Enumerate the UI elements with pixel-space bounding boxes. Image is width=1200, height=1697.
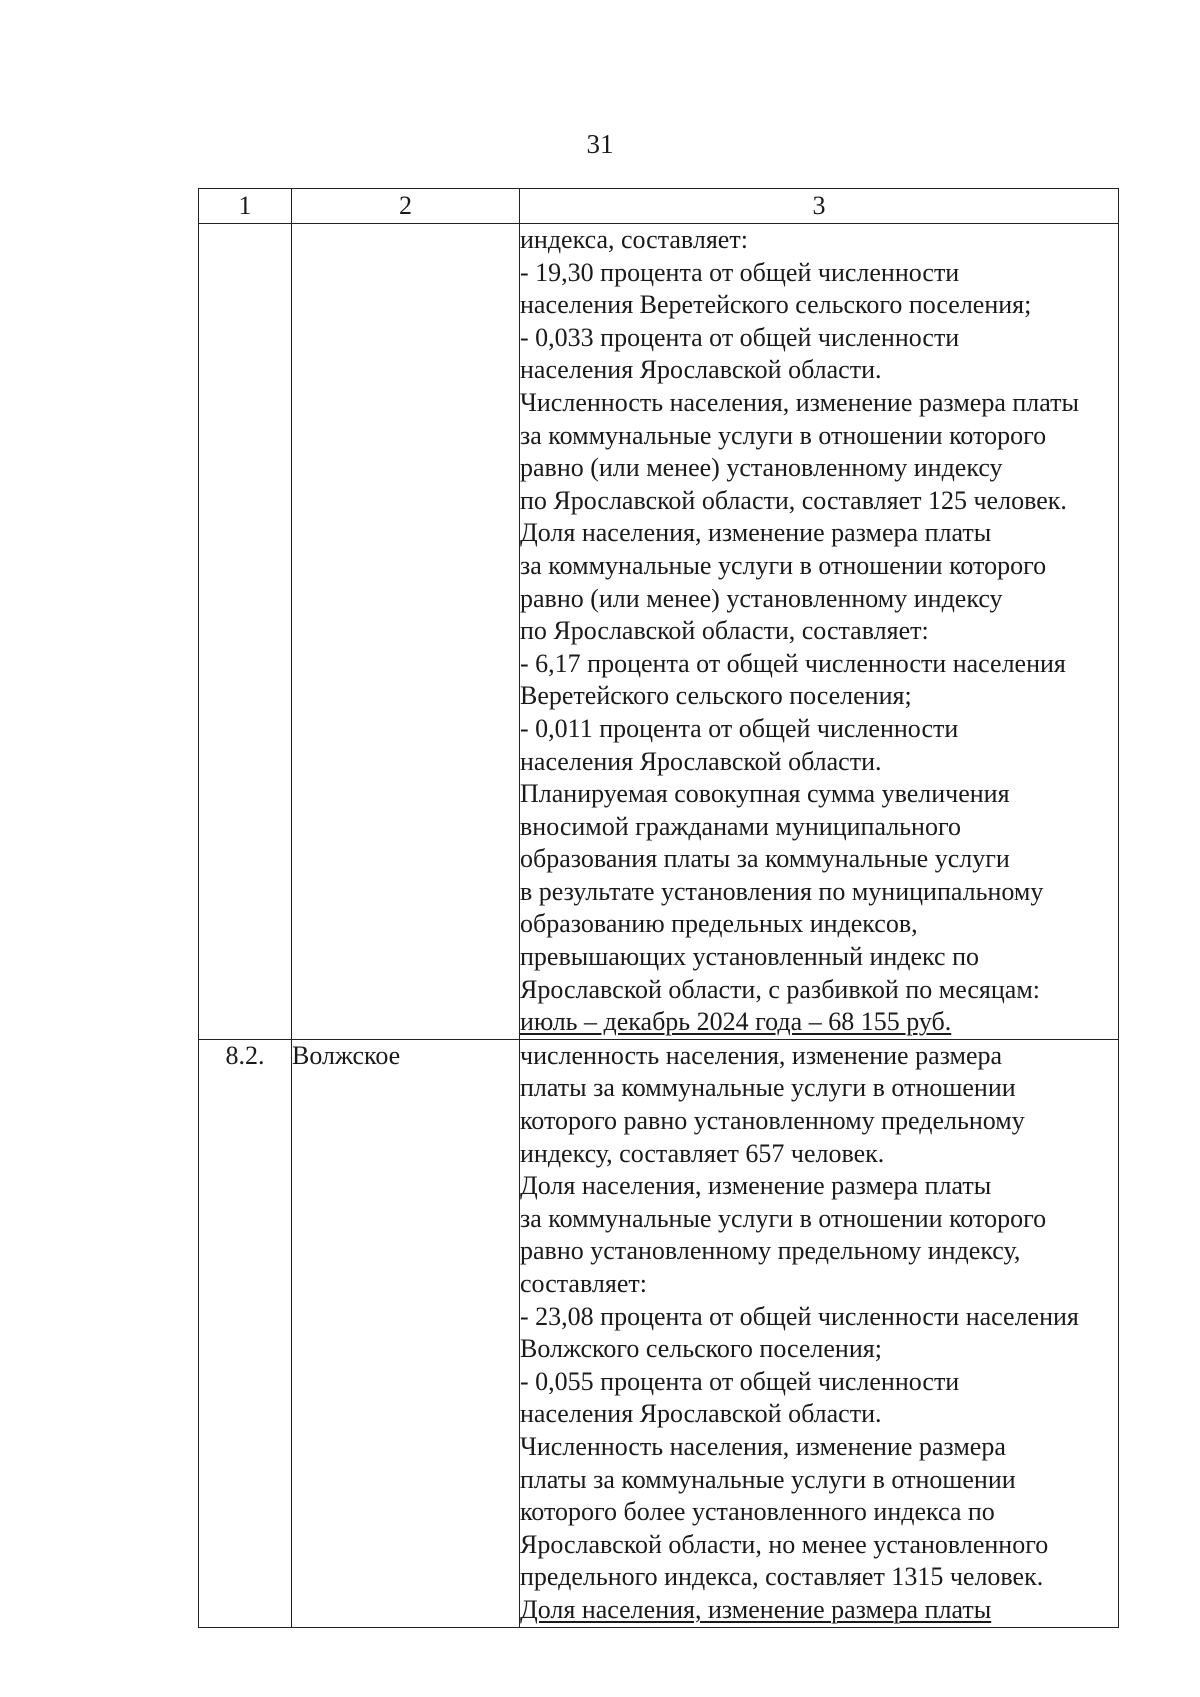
- description-line: за коммунальные услуги в отношении которого: [520, 420, 1047, 450]
- description-line: за коммунальные услуги в отношении которого: [520, 550, 1047, 580]
- description-line: равно (или менее) установленному индексу: [520, 453, 1003, 483]
- description-line: - 19,30 процента от общей численности: [520, 257, 960, 287]
- table-row: [199, 1039, 1119, 1627]
- description-line: населения Ярославской области.: [520, 1399, 882, 1429]
- description-line: - 0,055 процента от общей численности: [520, 1366, 960, 1396]
- document-table: [198, 188, 1119, 1628]
- description-line: вносимой гражданами муниципального: [520, 811, 961, 841]
- description-line: предельного индекса, составляет 1315 человек.: [520, 1562, 1044, 1592]
- description-line: которого более установленного индекса по: [520, 1497, 995, 1527]
- settlement-name-cell: Волжское: [292, 1039, 520, 1627]
- description-line: Численность населения, изменение размера: [520, 1431, 1006, 1461]
- description-line: - 6,17 процента от общей численности населения: [520, 648, 1066, 678]
- description-line: которого равно установленному предельному: [520, 1106, 1025, 1136]
- table-row: [199, 224, 1119, 1040]
- description-line: в результате установления по муниципальному: [520, 876, 1044, 906]
- description-line: равно (или менее) установленному индексу: [520, 583, 1003, 613]
- description-line: образования платы за коммунальные услуги: [520, 844, 1010, 874]
- description-line: равно установленному предельному индексу,: [520, 1236, 1021, 1266]
- description-line: Волжского сельского поселения;: [520, 1334, 882, 1364]
- description-line: населения Ярославской области.: [520, 355, 882, 385]
- row-number-cell: 8.2.: [199, 1039, 292, 1627]
- description-line: Доля населения, изменение размера платы: [520, 1171, 992, 1201]
- table-header-row: [199, 189, 1119, 224]
- description-line: образованию предельных индексов,: [520, 909, 918, 939]
- description-line: по Ярославской области, составляет:: [520, 616, 929, 646]
- description-line: Доля населения, изменение размера платы: [520, 1594, 992, 1624]
- settlement-name-cell: [292, 224, 520, 1040]
- description-line: индекса, составляет:: [520, 225, 748, 254]
- description-line: Ярославской области, но менее установленного: [520, 1529, 1049, 1559]
- description-cell: [520, 224, 1119, 1040]
- description-line: Планируемая совокупная сумма увеличения: [520, 779, 1010, 809]
- description-line: Веретейского сельского поселения;: [520, 681, 912, 711]
- description-line: по Ярославской области, составляет 125 человек.: [520, 485, 1067, 515]
- page-number: 31: [586, 129, 614, 159]
- table-body: [199, 224, 1119, 1628]
- description-line: за коммунальные услуги в отношении которого: [520, 1203, 1047, 1233]
- description-cell: [520, 1039, 1119, 1627]
- description-line: численность населения, изменение размера: [520, 1040, 1003, 1070]
- description-line: населения Ярославской области.: [520, 746, 882, 776]
- row-number-cell: [199, 224, 292, 1040]
- description-line: платы за коммунальные услуги в отношении: [520, 1073, 1016, 1103]
- description-line: Ярославской области, с разбивкой по месяцам:: [520, 974, 1041, 1004]
- description-line: Численность населения, изменение размера платы: [520, 387, 1079, 417]
- description-line: - 23,08 процента от общей численности населения: [520, 1301, 1079, 1331]
- description-line: населения Веретейского сельского поселения;: [520, 290, 1032, 320]
- description-line: - 0,011 процента от общей численности: [520, 713, 959, 743]
- description-line: Доля населения, изменение размера платы: [520, 518, 992, 548]
- column-header-3: 3: [520, 189, 1119, 224]
- description-line: платы за коммунальные услуги в отношении: [520, 1464, 1016, 1494]
- description-line: превышающих установленный индекс по: [520, 942, 979, 972]
- description-line: индексу, составляет 657 человек.: [520, 1138, 885, 1168]
- description-line: - 0,033 процента от общей численности: [520, 322, 960, 352]
- column-header-1: 1: [199, 189, 292, 224]
- column-header-2: 2: [292, 189, 520, 224]
- description-line: составляет:: [520, 1269, 647, 1298]
- description-line: июль – декабрь 2024 года – 68 155 руб.: [520, 1007, 952, 1037]
